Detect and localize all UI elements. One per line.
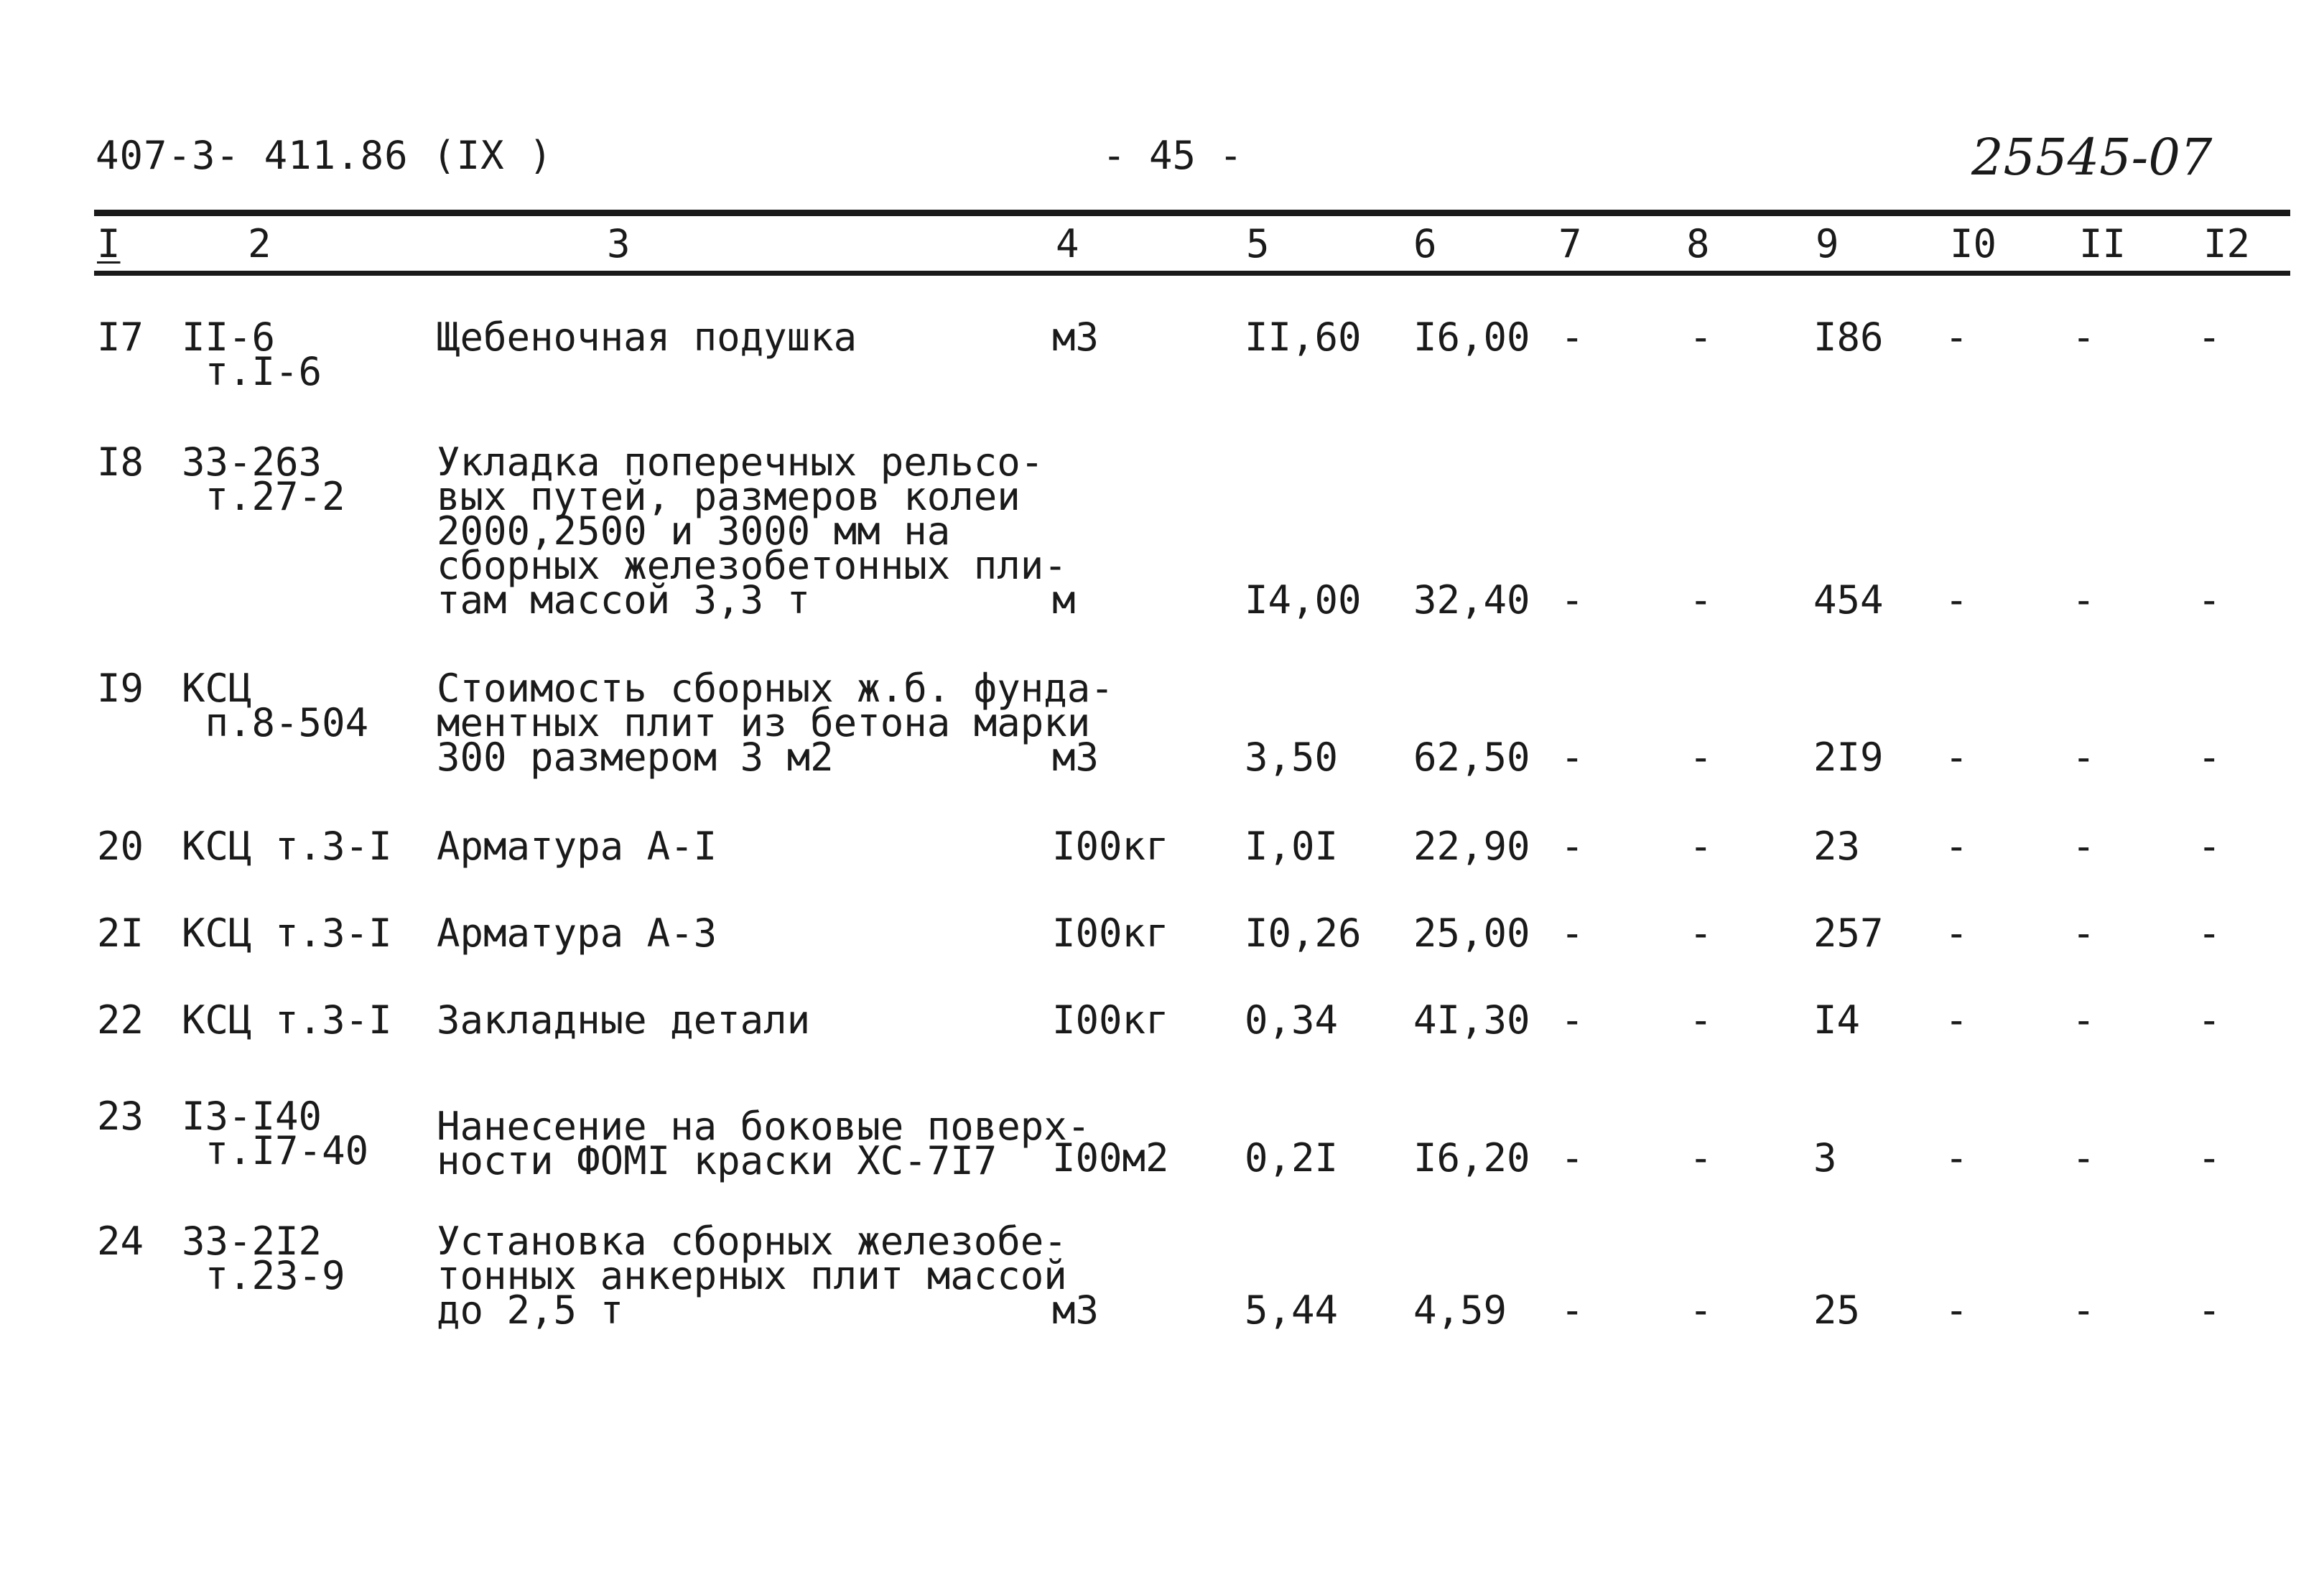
col-11: - bbox=[2072, 1288, 2096, 1333]
col-7: - bbox=[1561, 315, 1584, 360]
row-number: I8 bbox=[97, 439, 144, 485]
column-header: 2 bbox=[248, 221, 271, 266]
document-number: 25545-07 bbox=[1971, 128, 2213, 187]
quantity: I,0I bbox=[1245, 824, 1339, 869]
row-number: 23 bbox=[97, 1094, 144, 1139]
col-7: - bbox=[1561, 1135, 1584, 1181]
col-12: - bbox=[2198, 315, 2221, 360]
total-cost: 23 bbox=[1813, 824, 1861, 869]
col-8: - bbox=[1689, 1135, 1713, 1181]
col-8: - bbox=[1689, 735, 1713, 780]
unit-price: 22,90 bbox=[1413, 824, 1530, 869]
total-cost: I4 bbox=[1813, 997, 1861, 1043]
quantity: 5,44 bbox=[1245, 1288, 1339, 1333]
unit-price: 32,40 bbox=[1413, 577, 1530, 623]
col-8: - bbox=[1689, 577, 1713, 623]
quantity: I0,26 bbox=[1245, 911, 1362, 956]
total-cost: I86 bbox=[1813, 315, 1884, 360]
col-7: - bbox=[1561, 824, 1584, 869]
col-7: - bbox=[1561, 577, 1584, 623]
col-12: - bbox=[2198, 577, 2221, 623]
col-7: - bbox=[1561, 911, 1584, 956]
work-description: Стоимость сборных ж.б. фунда- ментных плит из бетона марки 300 размером 3 м2 bbox=[437, 666, 1114, 780]
norm-code: КСЦ т.3-I bbox=[182, 824, 392, 869]
col-12: - bbox=[2198, 1135, 2221, 1181]
col-10: - bbox=[1945, 735, 1969, 780]
col-7: - bbox=[1561, 735, 1584, 780]
col-10: - bbox=[1945, 911, 1969, 956]
work-description: Щебеночная подушка bbox=[437, 315, 857, 360]
unit: м bbox=[1052, 577, 1076, 623]
unit: м3 bbox=[1052, 315, 1100, 360]
col-10: - bbox=[1945, 824, 1969, 869]
column-header: 9 bbox=[1816, 221, 1839, 266]
work-description: Укладка поперечных рельсо- вых путей, размеров колеи 2000,2500 и 3000 мм на сборных железобетонных пли- там массой 3,3 т bbox=[437, 439, 1067, 623]
norm-code: КСЦ т.3-I bbox=[182, 911, 392, 956]
norm-code: 33-263 т.27-2 bbox=[182, 439, 345, 519]
col-8: - bbox=[1689, 997, 1713, 1043]
col-7: - bbox=[1561, 997, 1584, 1043]
quantity: 3,50 bbox=[1245, 735, 1339, 780]
quantity: 0,2I bbox=[1245, 1135, 1339, 1181]
column-header: 5 bbox=[1246, 221, 1270, 266]
unit: м3 bbox=[1052, 735, 1100, 780]
quantity: I4,00 bbox=[1245, 577, 1362, 623]
total-cost: 2I9 bbox=[1813, 735, 1884, 780]
column-header: II bbox=[2079, 221, 2127, 266]
norm-code: 33-2I2 т.23-9 bbox=[182, 1219, 345, 1298]
unit: I00м2 bbox=[1052, 1135, 1169, 1181]
quantity: II,60 bbox=[1245, 315, 1362, 360]
row-number: 20 bbox=[97, 824, 144, 869]
norm-code: КСЦ т.3-I bbox=[182, 997, 392, 1043]
row-number: I7 bbox=[97, 315, 144, 360]
unit: м3 bbox=[1052, 1288, 1100, 1333]
col-8: - bbox=[1689, 911, 1713, 956]
col-12: - bbox=[2198, 824, 2221, 869]
unit-price: 4I,30 bbox=[1413, 997, 1530, 1043]
row-number: 2I bbox=[97, 911, 144, 956]
col-11: - bbox=[2072, 735, 2096, 780]
col-10: - bbox=[1945, 315, 1969, 360]
top-rule bbox=[94, 210, 2290, 216]
col-10: - bbox=[1945, 1135, 1969, 1181]
quantity: 0,34 bbox=[1245, 997, 1339, 1043]
col-10: - bbox=[1945, 577, 1969, 623]
unit-price: I6,20 bbox=[1413, 1135, 1530, 1181]
row-number: I9 bbox=[97, 666, 144, 711]
col-11: - bbox=[2072, 1135, 2096, 1181]
col-12: - bbox=[2198, 911, 2221, 956]
col-12: - bbox=[2198, 997, 2221, 1043]
col-12: - bbox=[2198, 1288, 2221, 1333]
unit: I00кг bbox=[1052, 824, 1169, 869]
unit-price: 62,50 bbox=[1413, 735, 1530, 780]
col-10: - bbox=[1945, 997, 1969, 1043]
total-cost: 25 bbox=[1813, 1288, 1861, 1333]
unit-price: I6,00 bbox=[1413, 315, 1530, 360]
col-8: - bbox=[1689, 315, 1713, 360]
column-header: I0 bbox=[1950, 221, 1997, 266]
unit: I00кг bbox=[1052, 997, 1169, 1043]
total-cost: 257 bbox=[1813, 911, 1884, 956]
header-rule bbox=[94, 271, 2290, 276]
work-description: Установка сборных железобе- тонных анкерных плит массой до 2,5 т bbox=[437, 1219, 1067, 1333]
col-12: - bbox=[2198, 735, 2221, 780]
work-description: Арматура А-3 bbox=[437, 911, 717, 956]
unit-price: 4,59 bbox=[1413, 1288, 1507, 1333]
norm-code: II-6 т.I-6 bbox=[182, 315, 322, 394]
col-8: - bbox=[1689, 1288, 1713, 1333]
col-10: - bbox=[1945, 1288, 1969, 1333]
column-header: 8 bbox=[1686, 221, 1710, 266]
col-11: - bbox=[2072, 824, 2096, 869]
norm-code: I3-I40 т.I7-40 bbox=[182, 1094, 369, 1173]
col-8: - bbox=[1689, 824, 1713, 869]
row-number: 24 bbox=[97, 1219, 144, 1264]
col-11: - bbox=[2072, 315, 2096, 360]
col-7: - bbox=[1561, 1288, 1584, 1333]
column-header: 4 bbox=[1056, 221, 1079, 266]
total-cost: 3 bbox=[1813, 1135, 1837, 1181]
unit-price: 25,00 bbox=[1413, 911, 1530, 956]
col-11: - bbox=[2072, 911, 2096, 956]
work-description: Закладные детали bbox=[437, 997, 811, 1043]
document-code: 407-3- 411.86 (IX ) bbox=[96, 133, 553, 178]
norm-code: КСЦ п.8-504 bbox=[182, 666, 369, 745]
column-header: 3 bbox=[607, 221, 631, 266]
page-number: - 45 - bbox=[1102, 133, 1243, 178]
col-11: - bbox=[2072, 997, 2096, 1043]
column-header: I2 bbox=[2203, 221, 2251, 266]
column-header: I bbox=[97, 221, 121, 266]
work-description: Нанесение на боковые поверх- ности ФОМI краски ХС-7I7 bbox=[437, 1104, 1091, 1183]
work-description: Арматура А-I bbox=[437, 824, 717, 869]
column-header: 6 bbox=[1413, 221, 1437, 266]
total-cost: 454 bbox=[1813, 577, 1884, 623]
col-11: - bbox=[2072, 577, 2096, 623]
unit: I00кг bbox=[1052, 911, 1169, 956]
row-number: 22 bbox=[97, 997, 144, 1043]
column-header: 7 bbox=[1558, 221, 1582, 266]
